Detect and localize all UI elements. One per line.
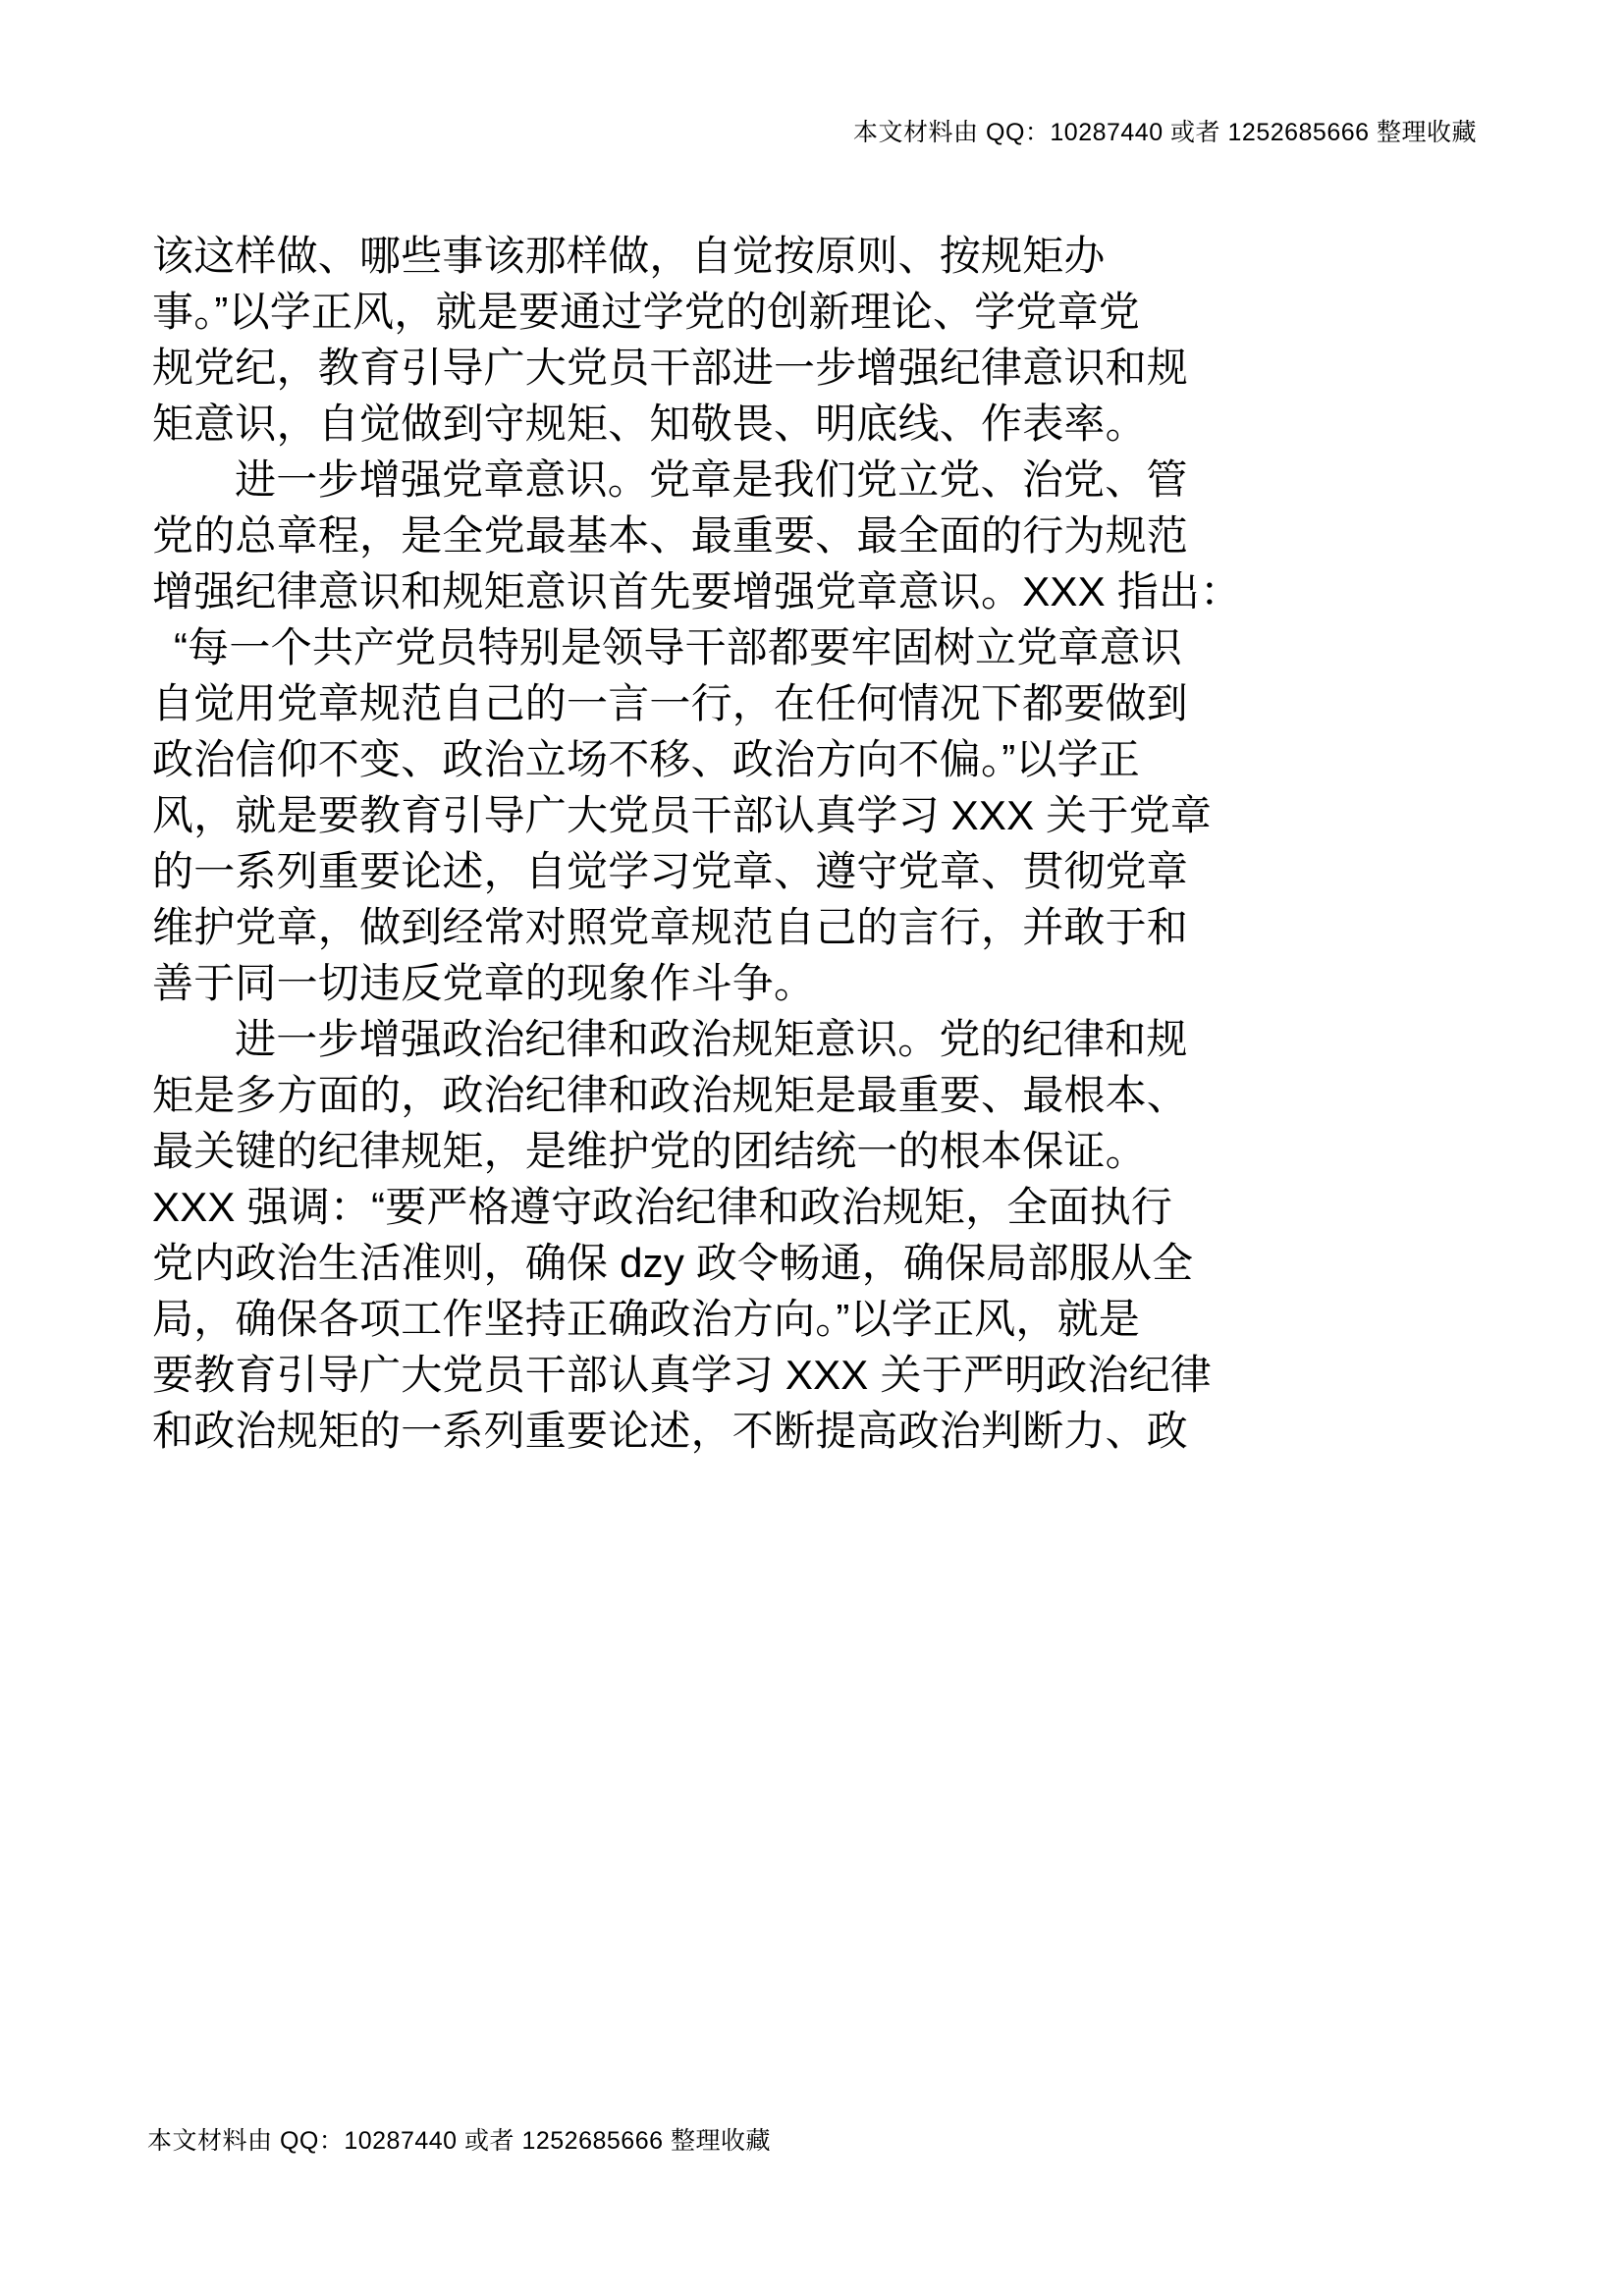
text-line: 自觉用党章规范自己的一言一行，在任何情况下都要做到 [152, 680, 1189, 726]
text-line: 风，就是要教育引导广大党员干部认真学习 XXX 关于党章 [152, 792, 1212, 838]
text-line: 的一系列重要论述，自觉学习党章、遵守党章、贯彻党章 [152, 848, 1189, 894]
text-line: “每一个共产党员特别是领导干部都要牢固树立党章意识 [174, 624, 1182, 670]
paragraph-2 [152, 452, 1473, 1011]
text-line: 增强纪律意识和规矩意识首先要增强党章意识。XXX 指出： [152, 568, 1242, 614]
text-line: 矩是多方面的，政治纪律和政治规矩是最重要、最根本、 [152, 1072, 1189, 1118]
text-line: 最关键的纪律规矩，是维护党的团结统一的根本保证。 [152, 1128, 1147, 1174]
text-line: 矩意识，自觉做到守规矩、知敬畏、明底线、作表率。 [152, 400, 1147, 447]
text-line: 进一步增强政治纪律和政治规矩意识。党的纪律和规 [235, 1016, 1188, 1062]
text-line: 局，确保各项工作坚持正确政治方向。”以学正风，就是 [152, 1296, 1140, 1342]
text-line: 该这样做、哪些事该那样做，自觉按原则、按规矩办 [152, 233, 1106, 279]
document-body [152, 228, 1473, 1459]
text-line: 党的总章程，是全党最基本、最重要、最全面的行为规范 [152, 512, 1189, 559]
text-line: 维护党章，做到经常对照党章规范自己的言行，并敢于和 [152, 904, 1189, 950]
text-line: 进一步增强党章意识。党章是我们党立党、治党、管 [235, 456, 1188, 503]
text-line: 政治信仰不变、政治立场不移、政治方向不偏。”以学正 [152, 736, 1140, 782]
text-line: 党内政治生活准则，确保 dzy 政令畅通，确保局部服从全 [152, 1240, 1194, 1286]
paragraph-3 [152, 1011, 1473, 1459]
text-line: 事。”以学正风，就是要通过学党的创新理论、学党章党 [152, 289, 1140, 335]
paragraph-1 [152, 228, 1473, 452]
running-header: 本文材料由 QQ：10287440 或者 1252685666 整理收藏 [853, 119, 1477, 146]
text-line: 规党纪，教育引导广大党员干部进一步增强纪律意识和规 [152, 345, 1189, 391]
text-line: XXX 强调：“要严格遵守政治纪律和政治规矩，全面执行 [152, 1184, 1173, 1230]
running-footer: 本文材料由 QQ：10287440 或者 1252685666 整理收藏 [147, 2127, 771, 2155]
text-line: 善于同一切违反党章的现象作斗争。 [152, 960, 816, 1006]
text-line: 和政治规矩的一系列重要论述，不断提高政治判断力、政 [152, 1408, 1189, 1454]
text-line: 要教育引导广大党员干部认真学习 XXX 关于严明政治纪律 [152, 1352, 1212, 1398]
